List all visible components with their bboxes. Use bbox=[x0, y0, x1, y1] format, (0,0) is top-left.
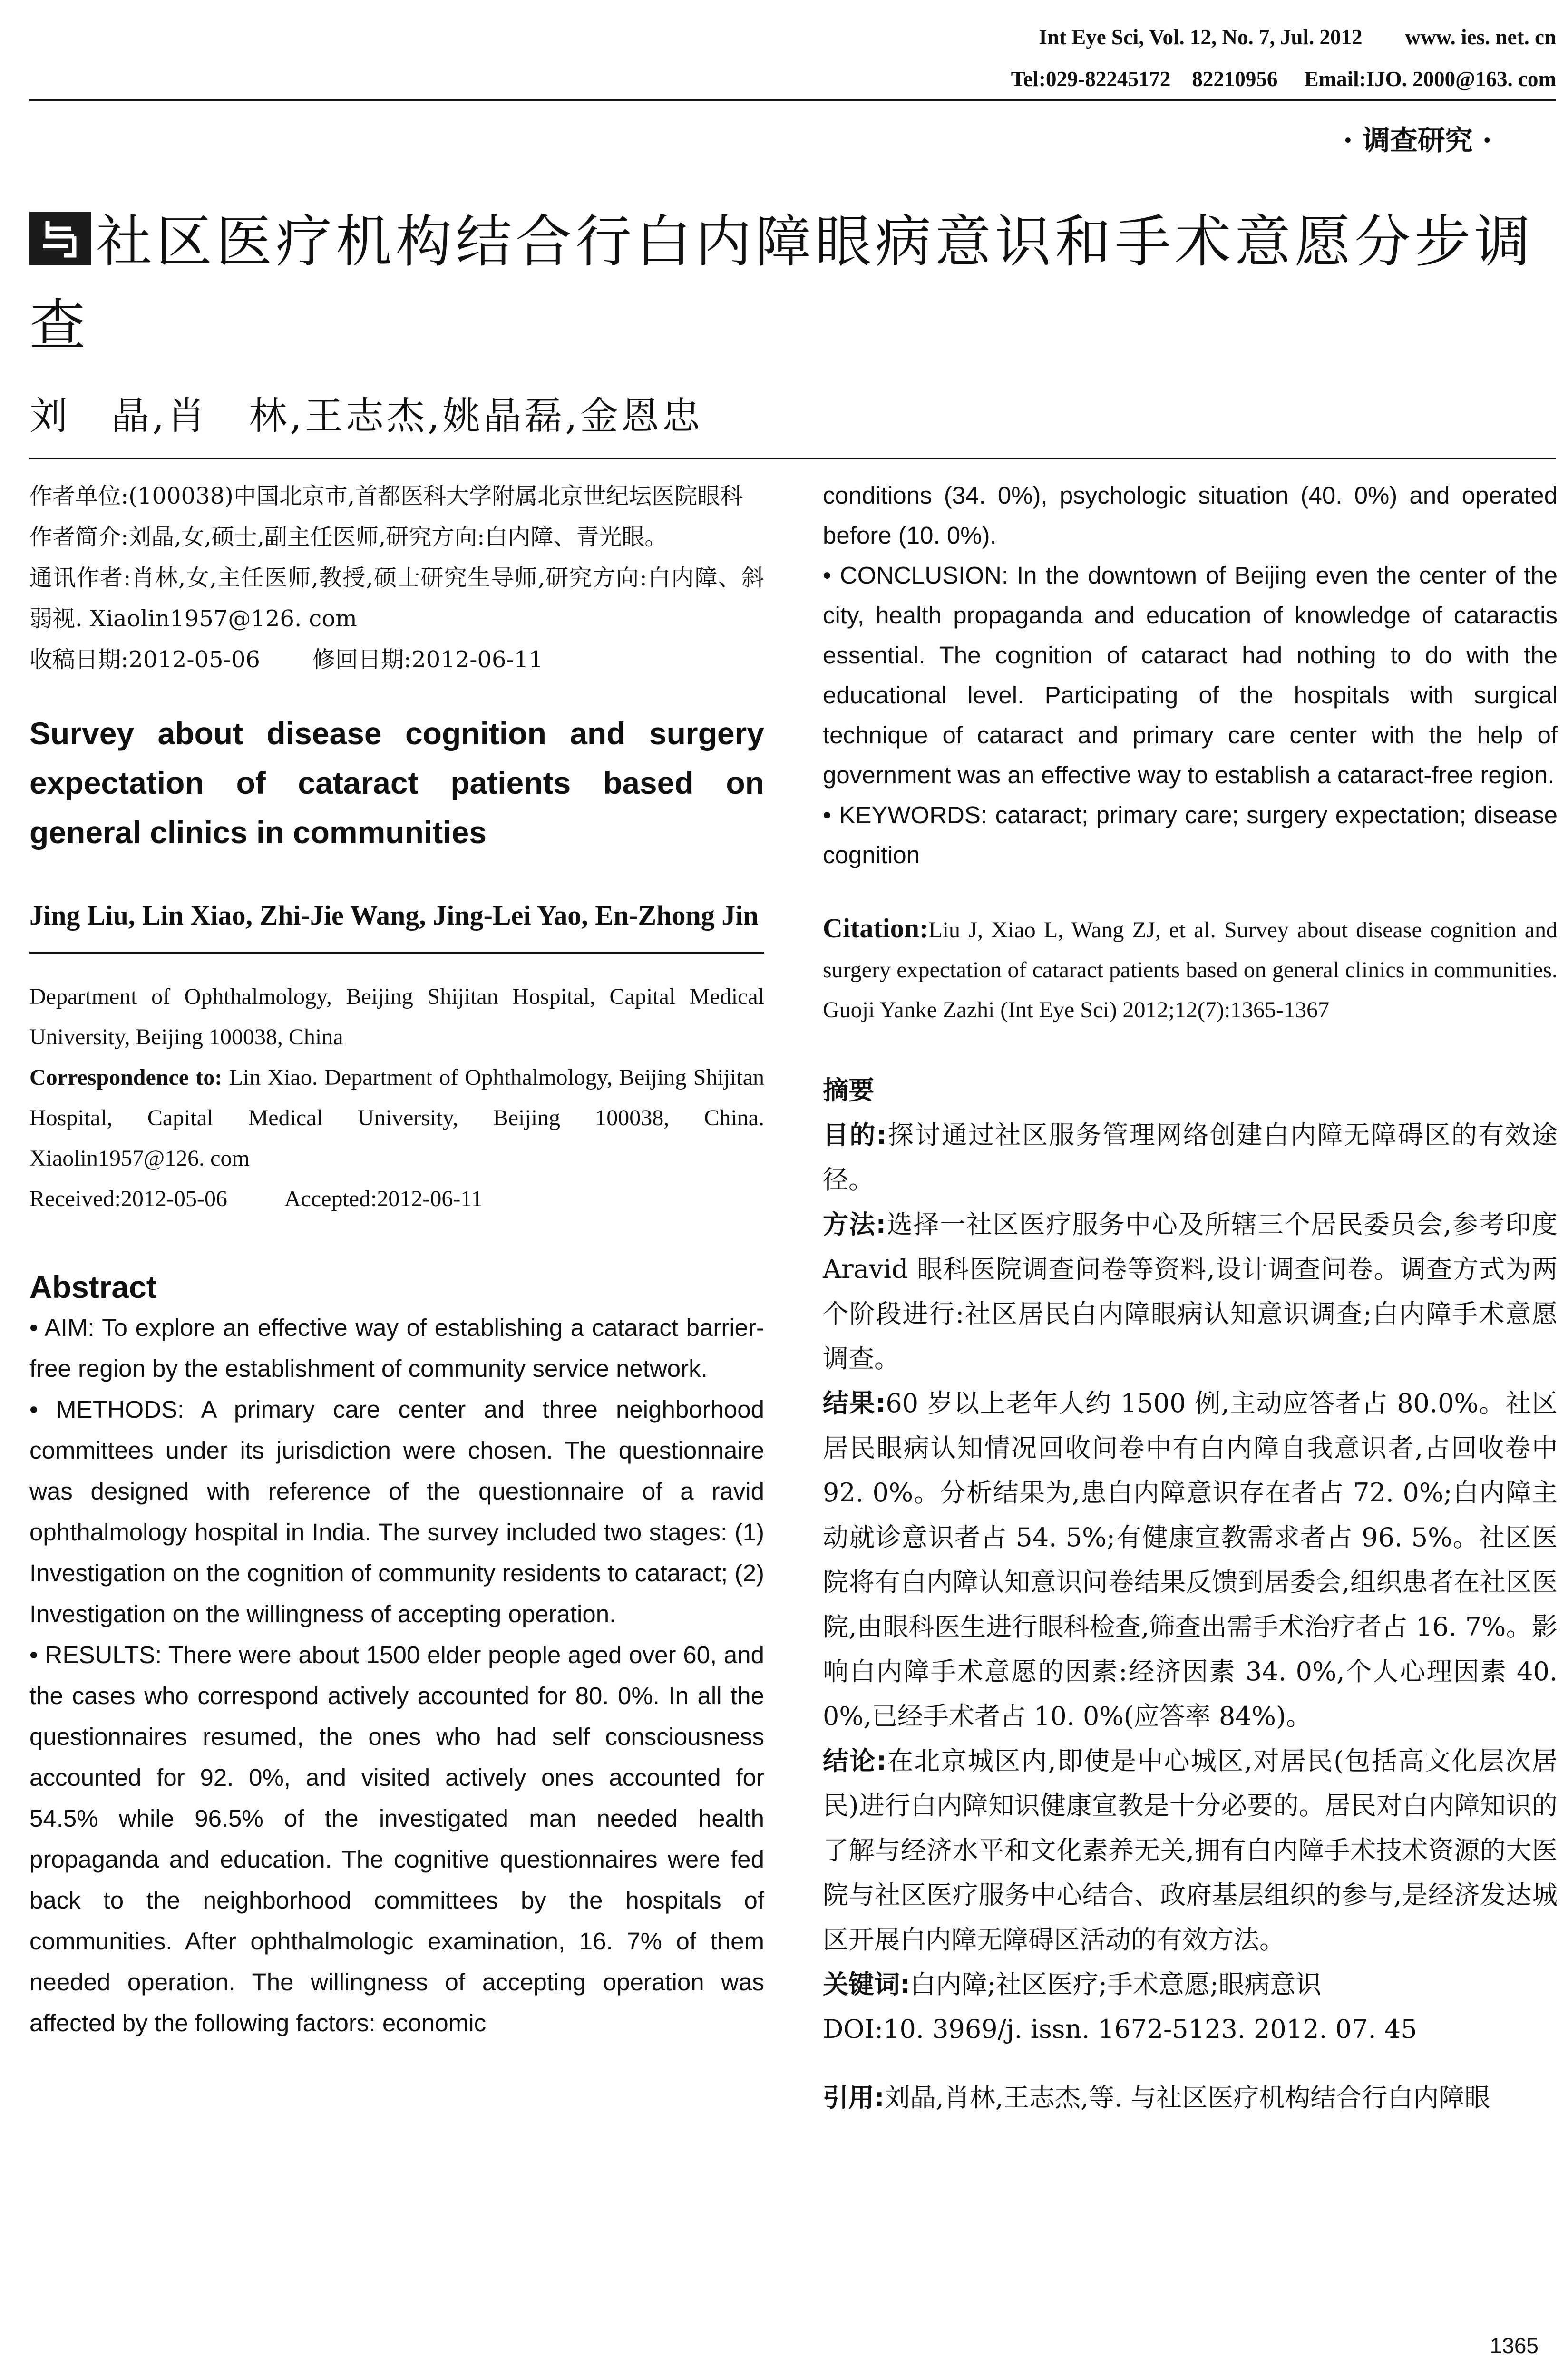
chinese-metadata bbox=[29, 476, 764, 680]
author-unit: 作者单位:(100038)中国北京市,首都医科大学附属北京世纪坛医院眼科 bbox=[29, 483, 743, 509]
zh-aim-text: 探讨通过社区服务管理网络创建白内障无障碍区的有效途径。 bbox=[823, 1120, 1558, 1195]
citation-block bbox=[823, 908, 1558, 1030]
zh-conclusion bbox=[823, 1739, 1558, 1962]
authors-rule bbox=[29, 458, 1556, 459]
zh-keywords-text: 白内障;社区医疗;手术意愿;眼病意识 bbox=[910, 1969, 1322, 1999]
citation-text: Liu J, Xiao L, Wang ZJ, et al. Survey about disease cognition and surgery expectation of cataract patients based on general clinics in communities. Guoji Yanke Zazhi (Int Eye Sci) 2012;12(7):1365-1367 bbox=[823, 917, 1558, 1023]
received-date: Received:2012-05-06 bbox=[29, 1186, 227, 1211]
correspondence-label: Correspondence to: bbox=[29, 1065, 223, 1090]
journal-info-line: Int Eye Sci, Vol. 12, No. 7, Jul. 2012 www. ies. net. cn bbox=[1039, 25, 1556, 49]
page-number: 1365 bbox=[1490, 2333, 1539, 2358]
english-title: Survey about disease cognition and surgery expectation of cataract patients based on general clinics in communities bbox=[29, 716, 764, 850]
cn-dates bbox=[29, 639, 764, 680]
zh-keywords bbox=[823, 1962, 1558, 2007]
right-column bbox=[823, 476, 1558, 2120]
revised-date-cn: 修回日期:2012-06-11 bbox=[312, 646, 543, 673]
left-column bbox=[29, 476, 764, 2044]
zh-reference bbox=[823, 2075, 1558, 2120]
zh-abstract-heading: 摘要 bbox=[823, 1075, 874, 1105]
zh-results-label: 结果: bbox=[823, 1388, 886, 1418]
zh-aim bbox=[823, 1113, 1558, 1202]
journal-contact-line: Tel:029-82245172 82210956 Email:IJO. 2000@163. com bbox=[1011, 67, 1556, 91]
citation-label: Citation: bbox=[823, 913, 929, 944]
abstract-conclusion: • CONCLUSION: In the downtown of Beijing even the center of the city, health propaganda and education of knowledge of cataractis essential. The cognition of cataract had nothing to do with the educational level. Participating of the hospitals with surgical technique of cataract and primary care center with the help of government was an effective way to establish a cataract-free region. bbox=[823, 562, 1558, 789]
correspondence bbox=[29, 1057, 764, 1179]
yu-glyph-icon bbox=[29, 212, 91, 265]
zh-results-text: 60 岁以上老年人约 1500 例,主动应答者占 80.0%。社区居民眼病认知情况回收问卷中有白内障自我意识者,占回收卷中 92. 0%。分析结果为,患白内障意识存在者占 72. 0%;白内障主动就诊意识者占 54. 5%;有健康宣教需求者占 96. 5%。社区医院将有白内障认知意识问卷结果反馈到居委会,组织患者在社区医院,由眼科医生进行眼科检查,筛查出需手术治疗者占 16. 7%。影响白内障手术意愿的因素:经济因素 34. 0%,个人心理因素 40. 0%,已经手术者占 10. 0%(应答率 84%)。 bbox=[823, 1388, 1558, 1731]
zh-methods bbox=[823, 1202, 1558, 1381]
en-dates bbox=[29, 1179, 764, 1219]
abstract-results-cont: conditions (34. 0%), psychologic situation (40. 0%) and operated before (10. 0%). bbox=[823, 482, 1558, 549]
zh-keywords-label: 关键词: bbox=[823, 1969, 910, 1999]
doi: DOI:10. 3969/j. issn. 1672-5123. 2012. 07. 45 bbox=[823, 2014, 1417, 2044]
abstract-results: • RESULTS: There were about 1500 elder people aged over 60, and the cases who correspond actively accounted for 80. 0%. In all the questionnaires resumed, the ones who had self consciousness accounted for 92. 0%, and visited actively ones accounted for 54.5% while 96.5% of the investigated man needed health propaganda and education. The cognitive questionnaires were fed back to the neighborhood committees by the hospitals of communities. After ophthalmologic examination, 16. 7% of them needed operation. The willingness of accepting operation was affected by the following factors: economic bbox=[29, 1641, 764, 2036]
received-date-cn: 收稿日期:2012-05-06 bbox=[29, 646, 260, 673]
accepted-date: Accepted:2012-06-11 bbox=[284, 1186, 483, 1211]
abstract-methods: • METHODS: A primary care center and three neighborhood committees under its jurisdiction were chosen. The questionnaire was designed with reference of the questionnaire of a ravid ophthalmology hospital in India. The survey included two stages: (1) Investigation on the cognition of community residents to cataract; (2) Investigation on the willingness of accepting operation. bbox=[29, 1396, 764, 1627]
english-authors-rule bbox=[29, 952, 764, 954]
section-tag: · 调查研究 · bbox=[1343, 124, 1492, 156]
zh-ref-text: 刘晶,肖林,王志杰,等. 与社区医疗机构结合行白内障眼 bbox=[884, 2083, 1490, 2113]
abstract-heading: Abstract bbox=[29, 1269, 157, 1305]
english-authors: Jing Liu, Lin Xiao, Zhi-Jie Wang, Jing-Lei Yao, En-Zhong Jin bbox=[29, 900, 759, 931]
zh-conclusion-text: 在北京城区内,即使是中心城区,对居民(包括高文化层次居民)进行白内障知识健康宣教是十分必要的。居民对白内障知识的了解与经济水平和文化素养无关,拥有白内障手术技术资源的大医院与社区医疗服务中心结合、政府基层组织的参与,是经济发达城区开展白内障无障碍区活动的有效方法。 bbox=[823, 1746, 1558, 1955]
abstract-aim: • AIM: To explore an effective way of establishing a cataract barrier-free region by the establishment of community service network. bbox=[29, 1314, 764, 1382]
zh-aim-label: 目的: bbox=[823, 1120, 887, 1150]
abstract-continued bbox=[823, 476, 1558, 875]
zh-methods-label: 方法: bbox=[823, 1209, 886, 1239]
zh-methods-text: 选择一社区医疗服务中心及所辖三个居民委员会,参考印度 Aravid 眼科医院调查问卷等资料,设计调查问卷。调查方式为两个阶段进行:社区居民白内障眼病认知意识调查;白内障手术意愿调查。 bbox=[823, 1209, 1558, 1374]
correspondence-text: Lin Xiao. Department of Ophthalmology, Beijing Shijitan Hospital, Capital Medical University, Beijing 100038, China. Xiaolin1957@126. com bbox=[29, 1065, 764, 1171]
abstract-keywords: • KEYWORDS: cataract; primary care; surgery expectation; disease cognition bbox=[823, 801, 1558, 868]
corresponding-author: 通讯作者:肖林,女,主任医师,教授,硕士研究生导师,研究方向:白内障、斜弱视. Xiaolin1957@126. com bbox=[29, 565, 764, 632]
zh-ref-label: 引用: bbox=[823, 2083, 885, 2113]
abstract-body bbox=[29, 1307, 764, 2044]
article-title bbox=[29, 200, 1566, 367]
header-rule bbox=[29, 99, 1556, 101]
zh-results bbox=[823, 1381, 1558, 1739]
zh-conclusion-label: 结论: bbox=[823, 1746, 887, 1776]
author-profile: 作者简介:刘晶,女,硕士,副主任医师,研究方向:白内障、青光眼。 bbox=[29, 524, 668, 550]
affiliation-block bbox=[29, 976, 764, 1219]
department: Department of Ophthalmology, Beijing Shijitan Hospital, Capital Medical University, Beijing 100038, China bbox=[29, 984, 764, 1050]
authors-chinese: 刘 晶,肖 林,王志杰,姚晶磊,金恩忠 bbox=[29, 394, 703, 438]
article-title-text: 社区医疗机构结合行白内障眼病意识和手术意愿分步调查 bbox=[29, 209, 1535, 358]
